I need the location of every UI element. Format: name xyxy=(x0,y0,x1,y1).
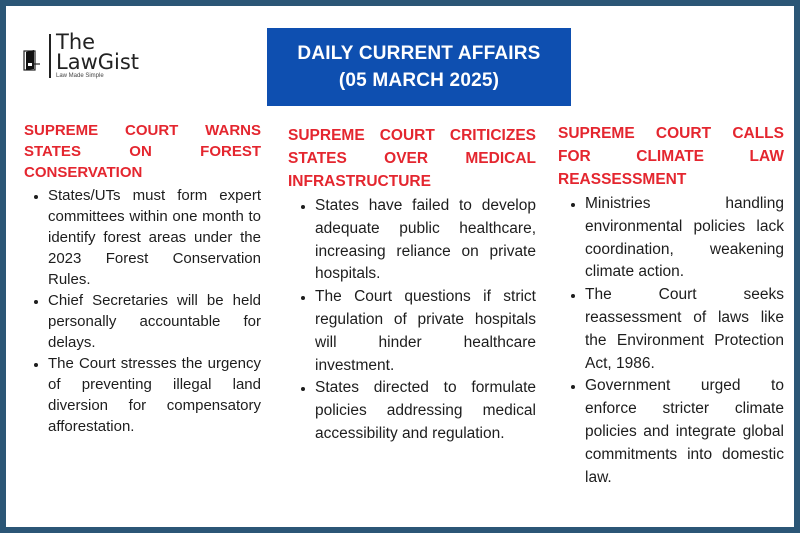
title-banner xyxy=(267,28,571,106)
brand-tagline: Law Made Simple xyxy=(56,73,104,79)
column-heading: SUPREME COURT CRITICIZES STATES OVER MEDICAL INFRASTRUCTURE xyxy=(288,127,536,190)
infographic-page xyxy=(6,6,794,527)
brand-name-line1: The xyxy=(56,30,96,54)
list-item: • The Court questions if strict regulation of private hospitals will hinder healthcare investment. xyxy=(315,286,536,377)
bullet-list xyxy=(288,195,536,446)
list-item: • Chief Secretaries will be held personally accountable for delays. xyxy=(48,290,261,353)
brand-name-line2: LawGist xyxy=(56,50,140,74)
bullet-list xyxy=(24,185,261,437)
list-item: • The Court stresses the urgency of preventing illegal land diversion for compensatory afforestation. xyxy=(48,353,261,437)
list-item: • States have failed to develop adequate public healthcare, increasing reliance on private hospitals. xyxy=(315,195,536,286)
brand-logo xyxy=(18,32,148,86)
title-line2: (05 MARCH 2025) xyxy=(338,70,500,91)
news-column-medical xyxy=(288,124,536,446)
list-item: • The Court seeks reassessment of laws like the Environment Protection Act, 1986. xyxy=(585,284,784,375)
column-heading: SUPREME COURT WARNS STATES ON FOREST CONSERVATION xyxy=(24,122,261,181)
door-icon xyxy=(22,48,40,72)
list-item: • Ministries handling environmental policies lack coordination, weakening climate action. xyxy=(585,193,784,284)
bullet-list xyxy=(558,193,784,489)
list-item: • States directed to formulate policies addressing medical accessibility and regulation. xyxy=(315,377,536,445)
brand-name xyxy=(56,32,139,72)
news-column-forest xyxy=(24,120,261,437)
logo-divider xyxy=(49,34,51,78)
list-item: • Government urged to enforce stricter climate policies and integrate global commitments into domestic law. xyxy=(585,375,784,489)
list-item: • States/UTs must form expert committees within one month to identify forest areas under the 2023 Forest Conservation Rules. xyxy=(48,185,261,290)
news-column-climate xyxy=(558,122,784,489)
column-heading: SUPREME COURT CALLS FOR CLIMATE LAW REASSESSMENT xyxy=(558,125,784,188)
title-line1: DAILY CURRENT AFFAIRS xyxy=(297,43,541,64)
